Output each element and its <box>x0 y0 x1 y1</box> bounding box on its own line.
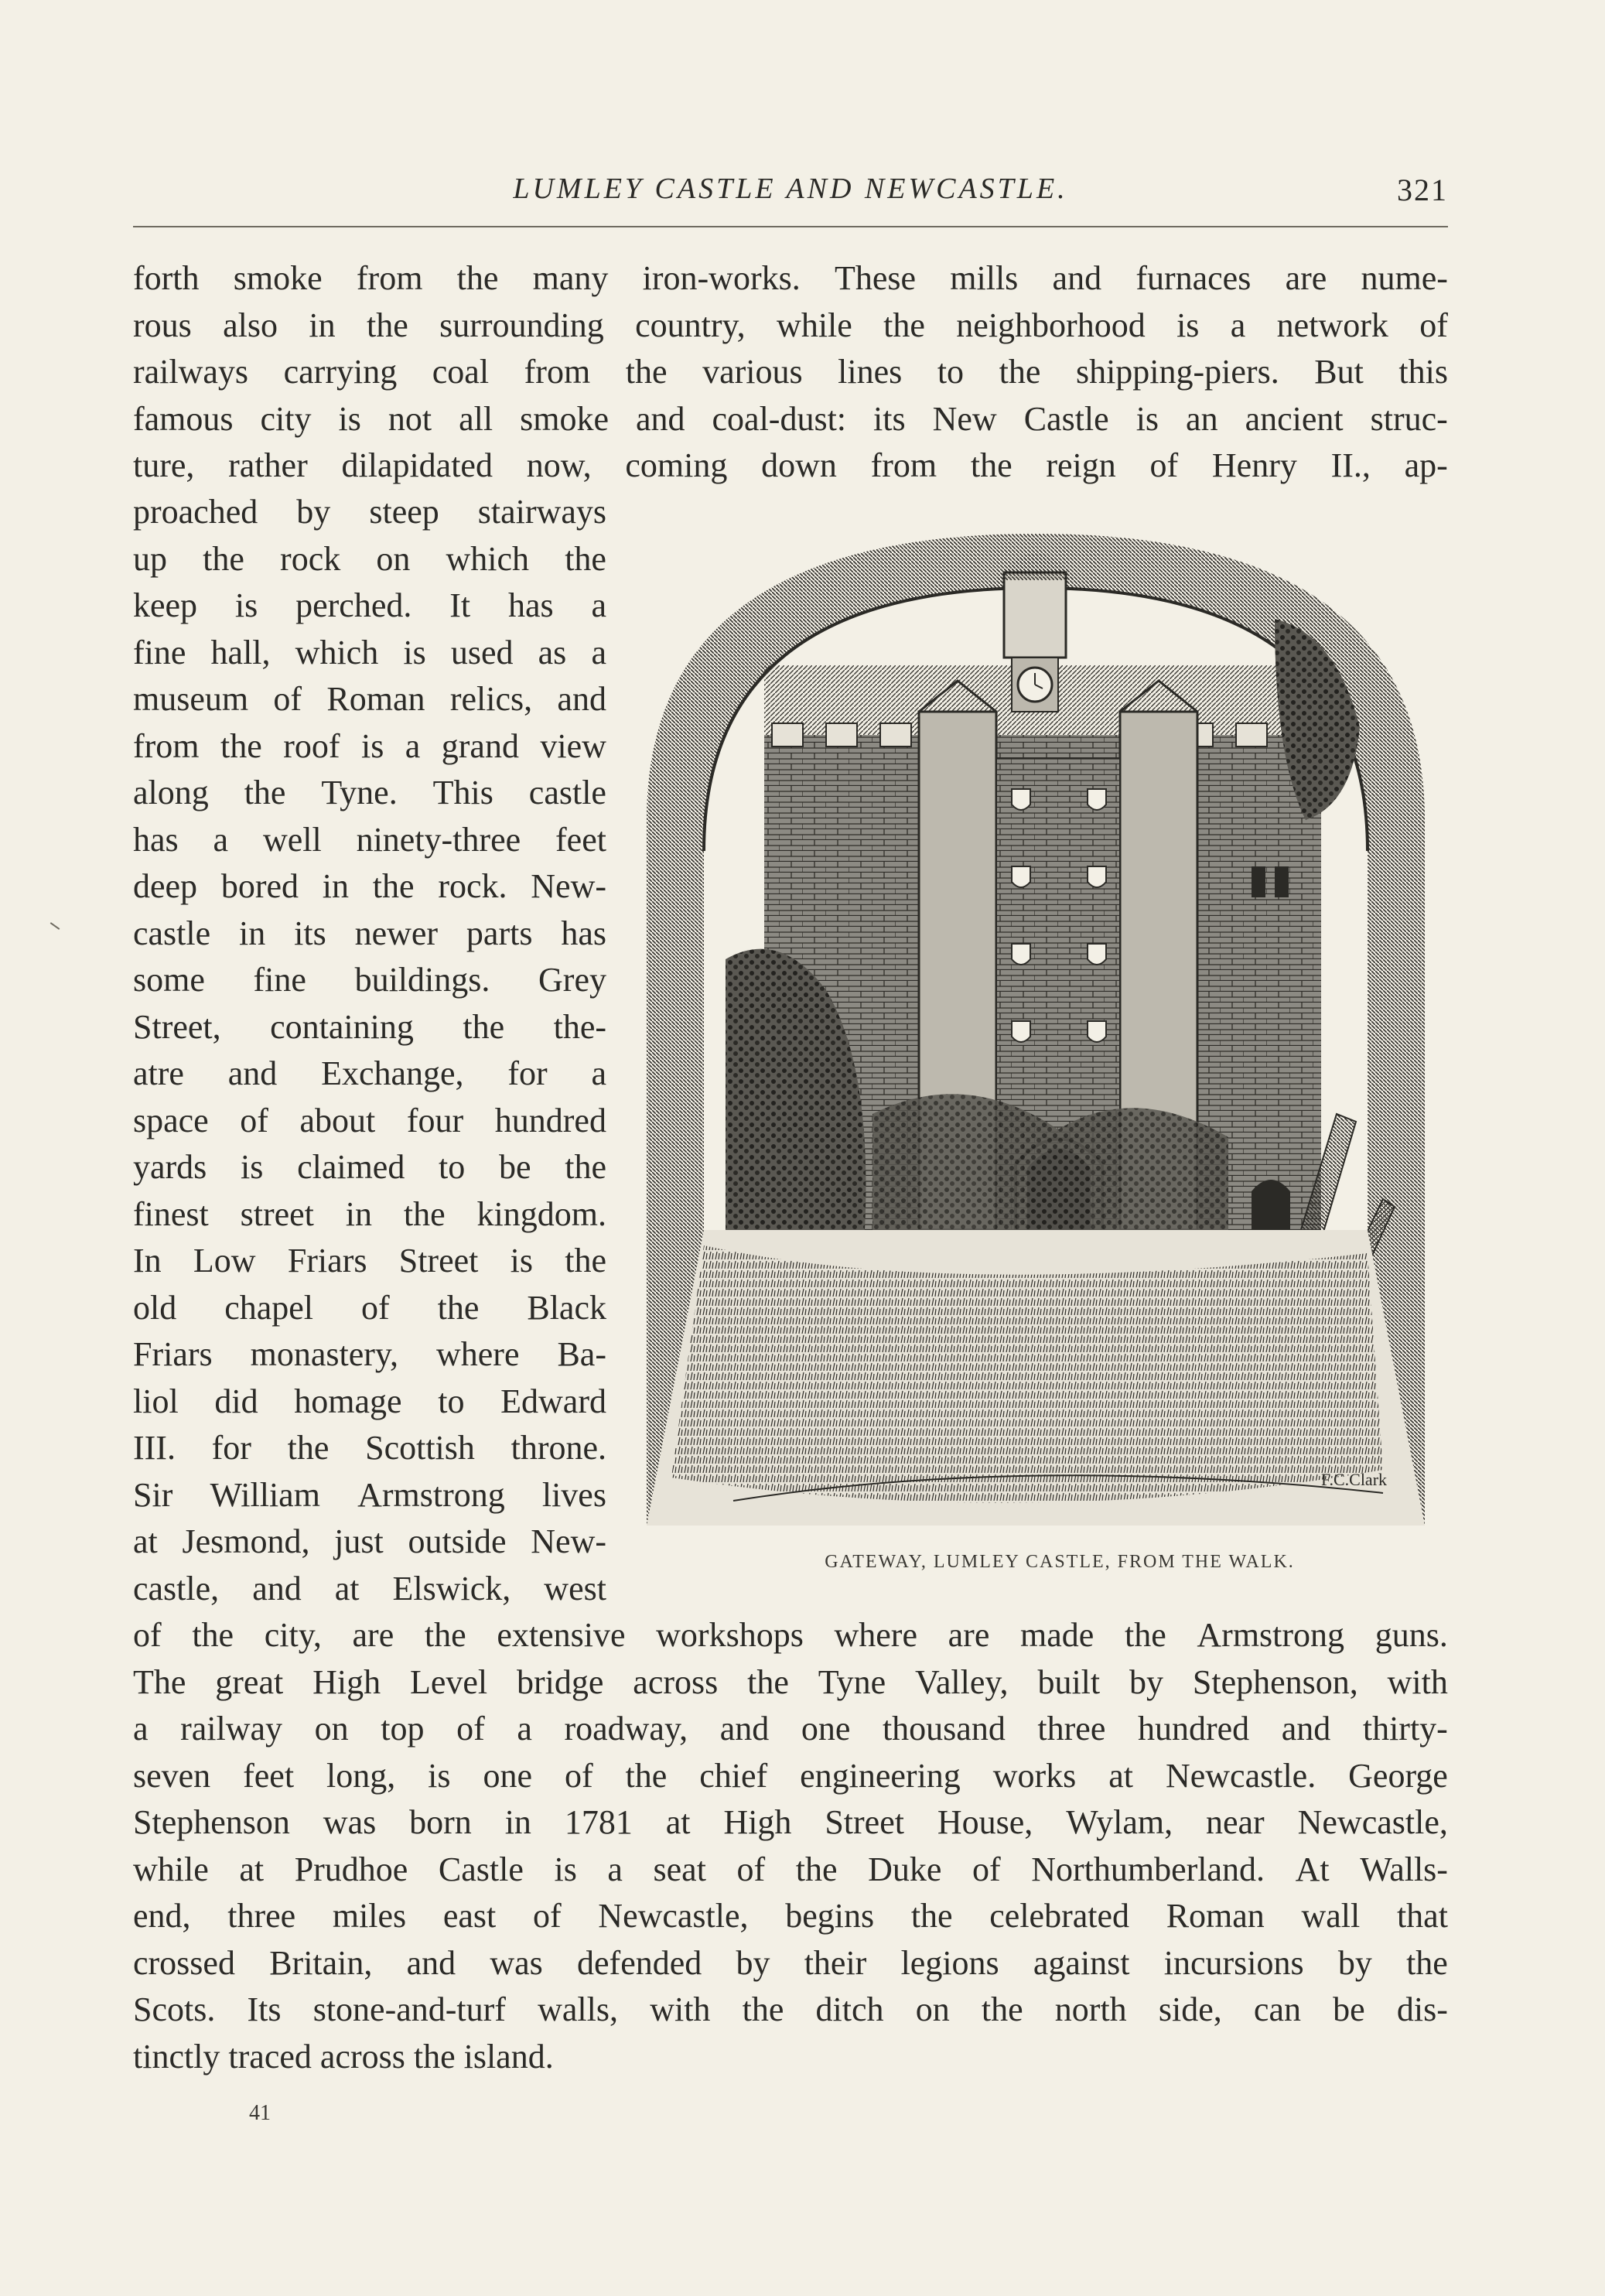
text-line: yards is claimed to be the <box>133 1148 606 1186</box>
text-line: some fine buildings. Grey <box>133 961 606 999</box>
text-line: old chapel of the Black <box>133 1288 606 1327</box>
text-line: up the rock on which the <box>133 539 606 578</box>
text-line: III. for the Scottish throne. <box>133 1429 606 1467</box>
text-line: castle, and at Elswick, west <box>133 1569 606 1608</box>
running-head <box>133 172 1448 218</box>
text-line: proached by steep stairways <box>133 493 606 531</box>
engraving-figure <box>640 526 1431 1526</box>
header-rule <box>133 226 1448 227</box>
figure-caption: GATEWAY, LUMLEY CASTLE, FROM THE WALK. <box>825 1552 1295 1572</box>
text-line: has a well ninety-three feet <box>133 820 606 859</box>
text-line: while at Prudhoe Castle is a seat of the Duke of Northumberland. At Walls- <box>133 1850 1448 1888</box>
text-line: space of about four hundred <box>133 1101 606 1139</box>
text-line: atre and Exchange, for a <box>133 1054 606 1092</box>
text-line: The great High Level bridge across the Tyne Valley, built by Stephenson, with <box>133 1662 1448 1701</box>
text-line: ture, rather dilapidated now, coming down from the reign of Henry II., ap- <box>133 446 1448 484</box>
text-line: Friars monastery, where Ba- <box>133 1335 606 1373</box>
text-line: a railway on top of a roadway, and one thousand three hundred and thirty- <box>133 1710 1448 1748</box>
text-line: of the city, are the extensive workshops where are made the Armstrong guns. <box>133 1616 1448 1654</box>
text-line: forth smoke from the many iron-works. These mills and furnaces are nume- <box>133 259 1448 297</box>
text-line: castle in its newer parts has <box>133 914 606 952</box>
text-line: Sir William Armstrong lives <box>133 1475 606 1514</box>
text-line: liol did homage to Edward <box>133 1382 606 1420</box>
text-line: In Low Friars Street is the <box>133 1242 606 1280</box>
text-line: Street, containing the the- <box>133 1007 606 1046</box>
gateway-engraving <box>640 526 1431 1526</box>
text-line: at Jesmond, just outside New- <box>133 1522 606 1560</box>
text-line: Stephenson was born in 1781 at High Street House, Wylam, near Newcastle, <box>133 1803 1448 1841</box>
running-title: LUMLEY CASTLE AND NEWCASTLE. <box>513 173 1068 205</box>
text-line: rous also in the surrounding country, while the neighborhood is a network of <box>133 306 1448 344</box>
text-line: crossed Britain, and was defended by their legions against incursions by the <box>133 1943 1448 1982</box>
text-line: seven feet long, is one of the chief engineering works at Newcastle. George <box>133 1756 1448 1795</box>
page-number: 321 <box>1397 173 1448 207</box>
text-line: Scots. Its stone-and-turf walls, with the ditch on the north side, can be dis- <box>133 1990 1448 2028</box>
text-line: museum of Roman relics, and <box>133 680 606 718</box>
text-line: famous city is not all smoke and coal-dust: its New Castle is an ancient struc- <box>133 399 1448 438</box>
text-line: tinctly traced across the island. <box>133 2037 554 2076</box>
text-line: along the Tyne. This castle <box>133 774 606 811</box>
margin-mark <box>50 922 60 930</box>
engraver-signature: F.C.Clark <box>1321 1470 1388 1489</box>
signature-mark: 41 <box>249 2101 271 2125</box>
text-line: keep is perched. It has a <box>133 586 606 624</box>
text-line: deep bored in the rock. New- <box>133 867 606 905</box>
text-line: fine hall, which is used as a <box>133 633 606 671</box>
text-line: railways carrying coal from the various lines to the shipping-piers. But this <box>133 353 1448 391</box>
text-line: from the roof is a grand view <box>133 726 606 765</box>
text-line: end, three miles east of Newcastle, begins the celebrated Roman wall that <box>133 1897 1448 1935</box>
text-line: finest street in the kingdom. <box>133 1194 606 1233</box>
